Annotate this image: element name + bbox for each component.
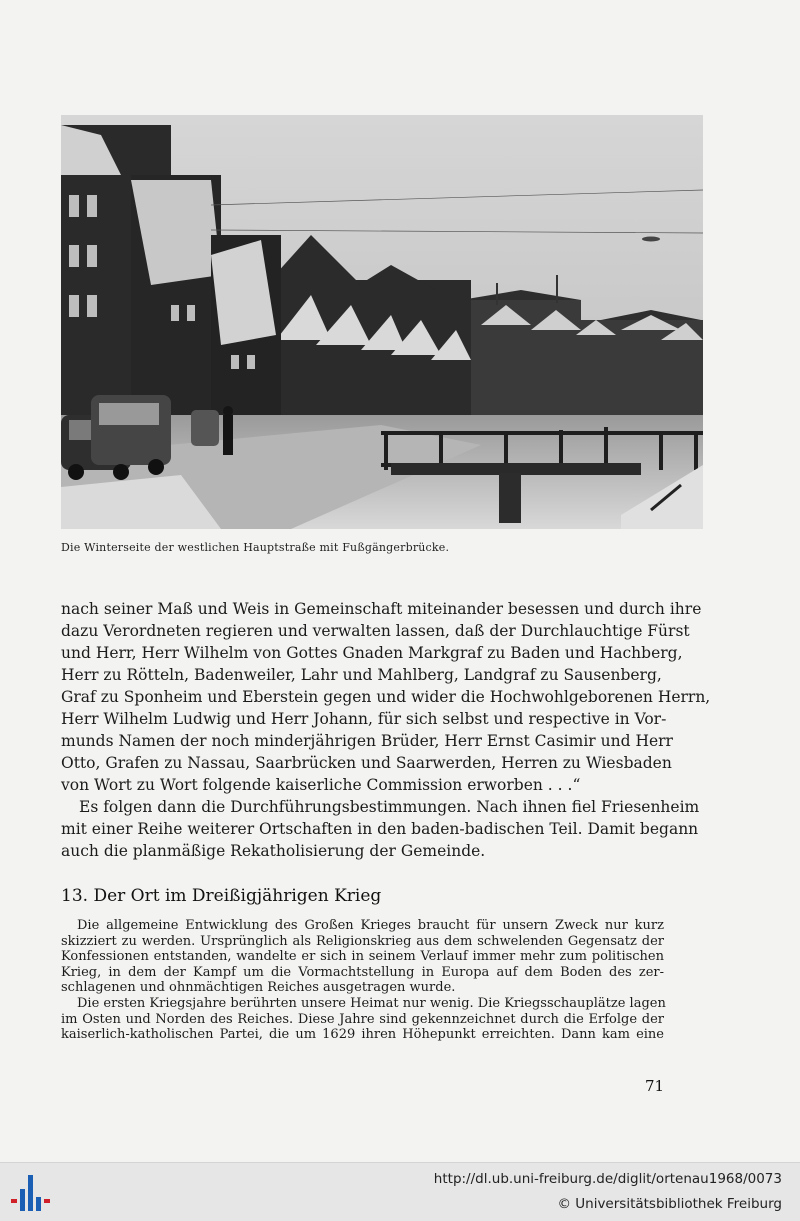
text-line: nach seiner Maß und Weis in Gemeinschaft miteinander besessen und durch ihre — [61, 600, 702, 618]
main-text-block — [61, 598, 711, 862]
text-line: Es folgen dann die Durchführungsbestimmungen. Nach ihnen fiel Friesenheim — [79, 798, 700, 816]
text-line: schlagenen und ohnmächtigen Reiches ausgetragen wurde. — [61, 980, 456, 996]
text-line: Otto, Grafen zu Nassau, Saarbrücken und Saarwerden, Herren zu Wiesbaden — [61, 754, 672, 772]
section-heading: 13. Der Ort im Dreißigjährigen Krieg — [61, 886, 382, 906]
text-line: skizziert zu werden. Ursprünglich als Religionskrieg aus dem schwelenden Gegensatz der — [61, 933, 664, 949]
text-line: mit einer Reihe weiterer Ortschaften in den baden-badischen Teil. Damit begann — [61, 820, 699, 838]
text-line: Krieg, in dem der Kampf um die Vormachtstellung in Europa auf dem Boden des zer- — [61, 964, 664, 980]
text-line: dazu Verordneten regieren und verwalten lassen, daß der Durchlauchtige Fürst — [61, 622, 690, 640]
text-line: Die ersten Kriegsjahre berührten unsere Heimat nur wenig. Die Kriegsschauplätze lagen — [77, 995, 666, 1011]
text-line: munds Namen der noch minderjährigen Brüder, Herr Ernst Casimir und Herr — [61, 732, 673, 750]
text-line: Graf zu Sponheim und Eberstein gegen und wider die Hochwohlgeborenen Herrn, — [61, 688, 711, 706]
winter-street-image — [61, 115, 703, 529]
text-line: und Herr, Herr Wilhelm von Gottes Gnaden Markgraf zu Baden und Hachberg, — [61, 644, 683, 662]
text-line: auch die planmäßige Rekatholisierung der Gemeinde. — [61, 842, 486, 860]
street-photo — [61, 115, 703, 529]
text-line: von Wort zu Wort folgende kaiserliche Commission erworben . . .“ — [61, 776, 581, 794]
source-url-link[interactable]: http://dl.ub.uni-freiburg.de/diglit/ortenau1968/0073 — [433, 1171, 782, 1187]
text-line: kaiserlich-katholischen Partei, die um 1629 ihren Höhepunkt erreichten. Dann kam eine — [61, 1027, 664, 1043]
footer-bar — [0, 1162, 800, 1221]
text-line: im Osten und Norden des Reiches. Diese Jahre sind gekennzeichnet durch die Erfolge der — [61, 1011, 664, 1027]
page-number: 71 — [645, 1077, 665, 1095]
section-text-block — [61, 918, 664, 1043]
text-line: Herr zu Rötteln, Badenweiler, Lahr und Mahlberg, Landgraf zu Sausenberg, — [61, 666, 662, 684]
text-line: Herr Wilhelm Ludwig und Herr Johann, für sich selbst und respective in Vor- — [61, 710, 667, 728]
ub-freiburg-logo-icon[interactable] — [11, 1173, 51, 1213]
copyright-notice: © Universitätsbibliothek Freiburg — [557, 1196, 782, 1212]
text-line: Konfessionen entstanden, wandelte er sich in seinem Verlauf immer mehr zum politischen — [61, 949, 664, 965]
text-line: Die allgemeine Entwicklung des Großen Krieges braucht für unsern Zweck nur kurz — [77, 918, 664, 933]
photo-caption: Die Winterseite der westlichen Hauptstraße mit Fußgängerbrücke. — [61, 541, 450, 554]
